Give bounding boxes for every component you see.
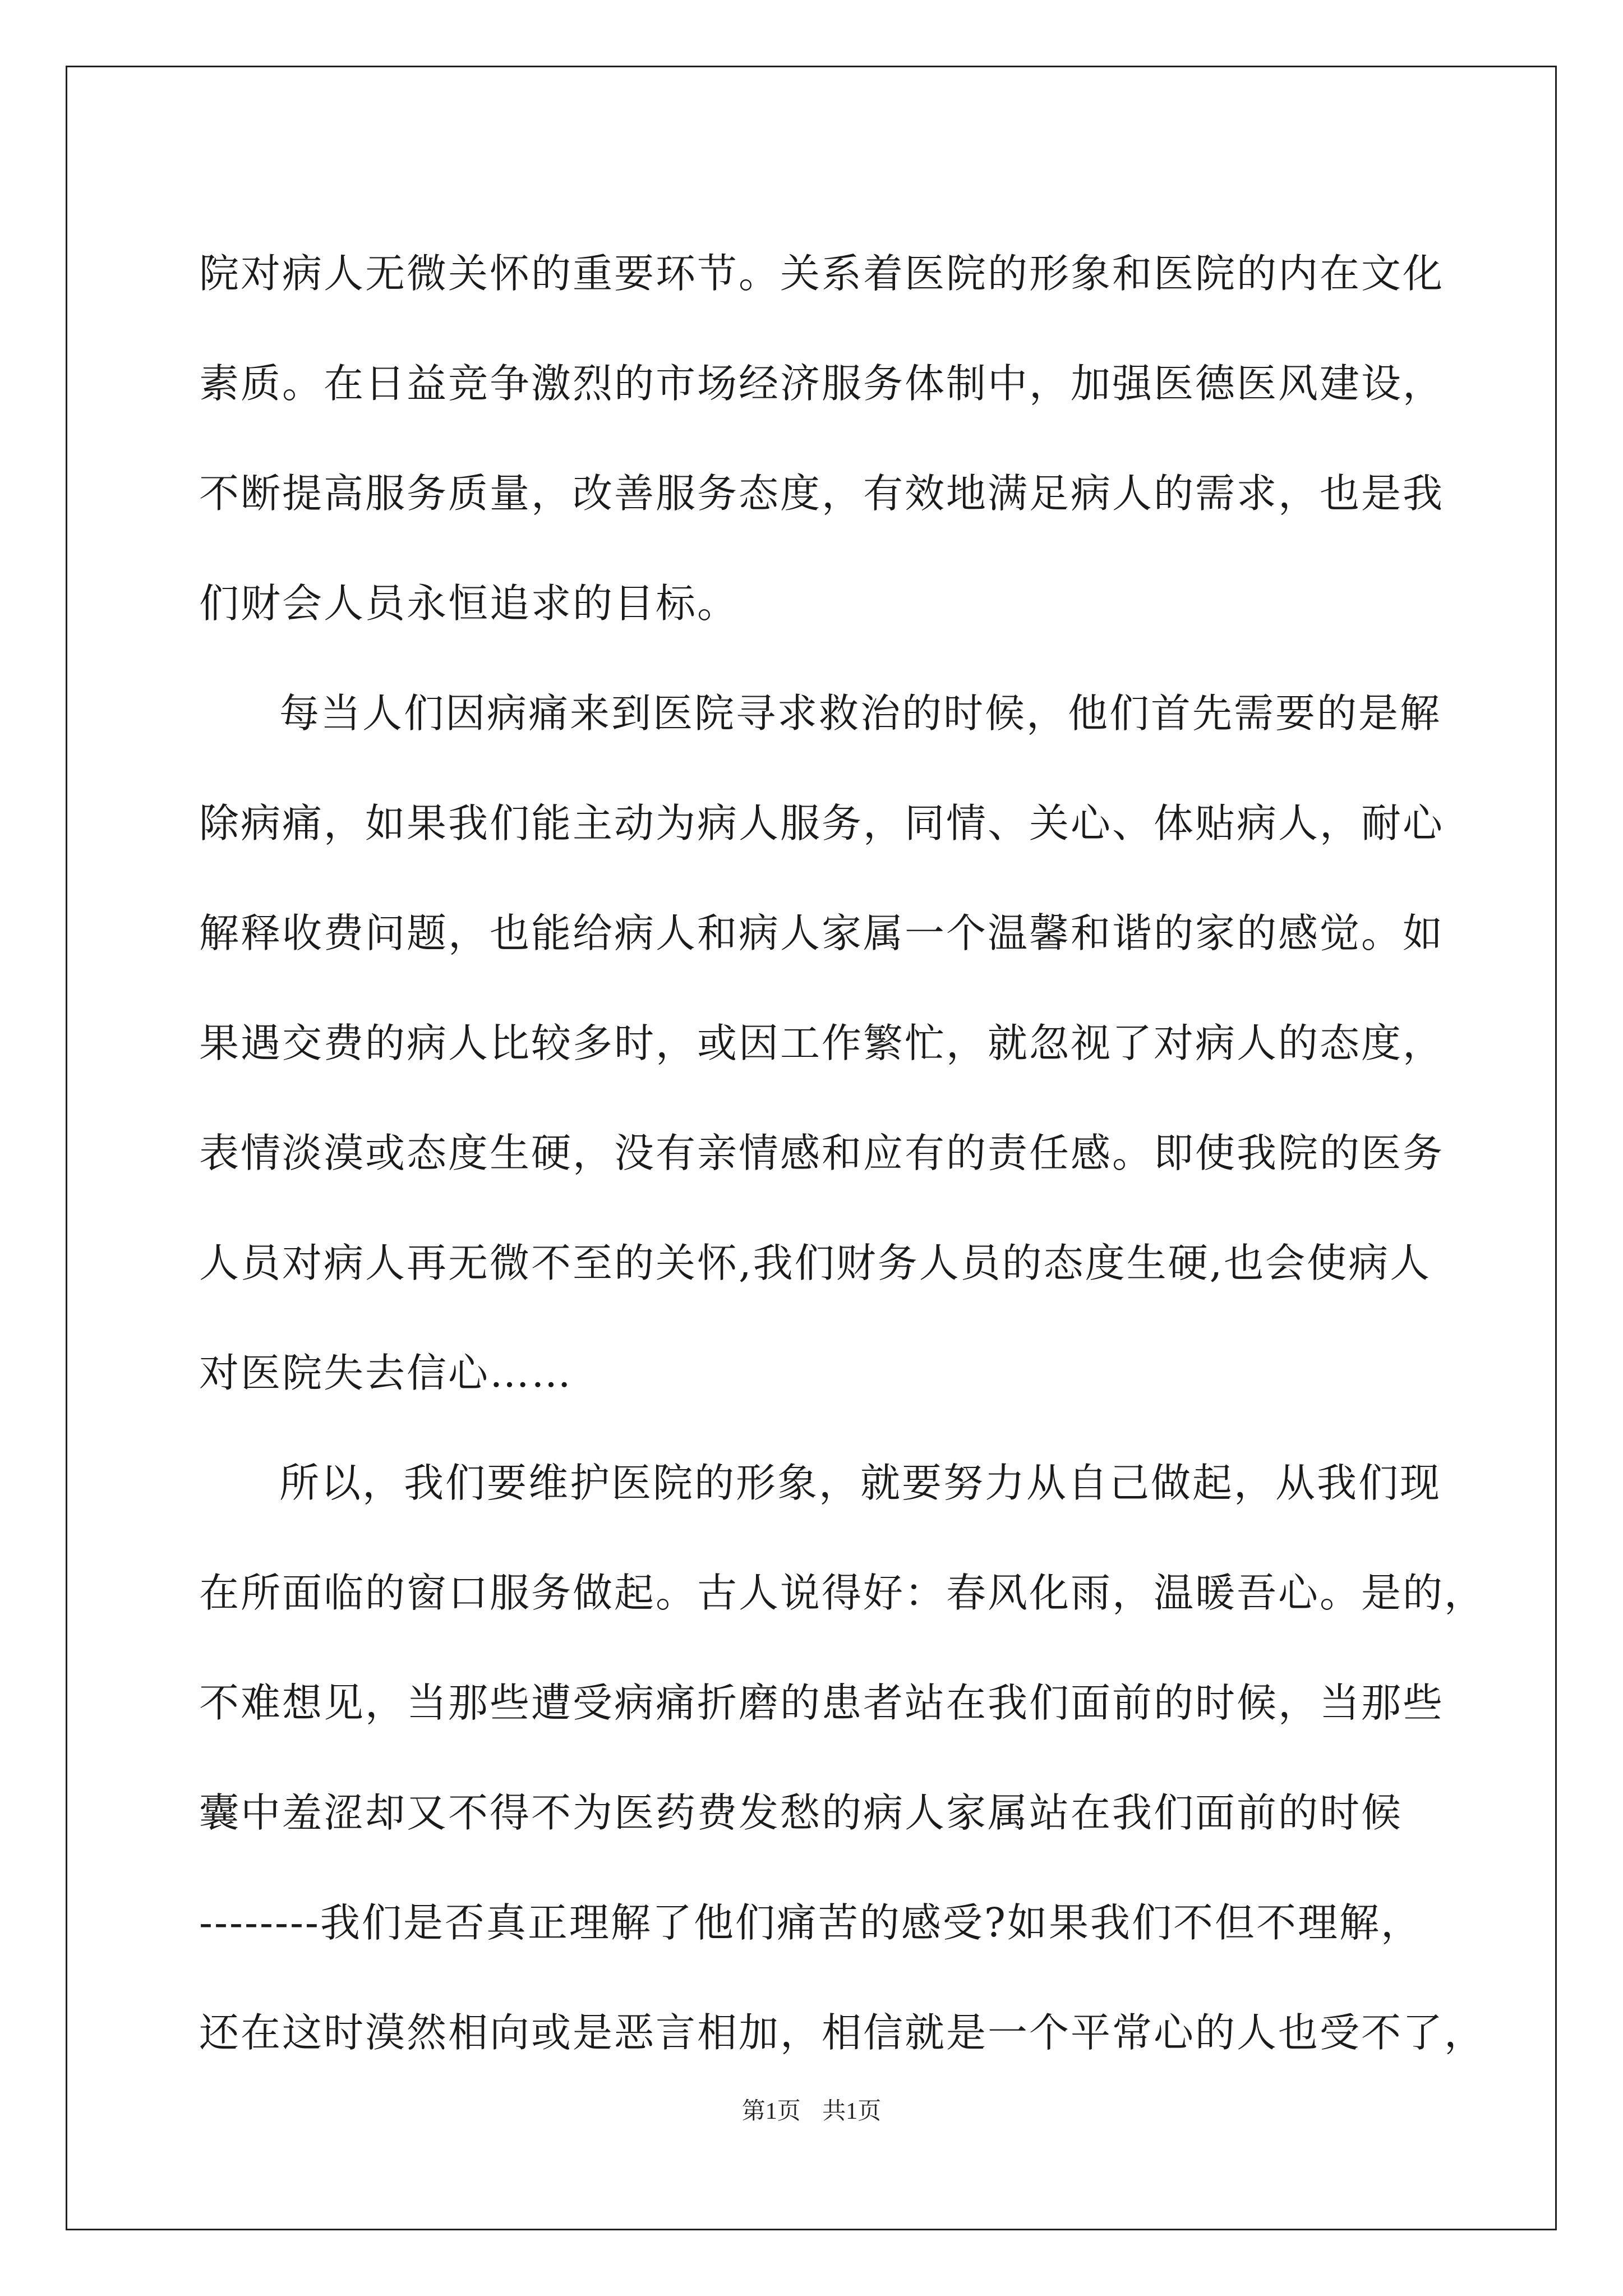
text-line: 除病痛，如果我们能主动为病人服务，同情、关心、体贴病人，耐心: [199, 800, 1445, 846]
paragraph-first-line: 所以，我们要维护医院的形象，就要努力从自己做起，从我们现: [279, 1460, 1442, 1506]
page-total: 共1页: [822, 2099, 882, 2124]
text-line: 果遇交费的病人比较多时，或因工作繁忙，就忽视了对病人的态度，: [199, 1020, 1445, 1066]
text-line: 不难想见，当那些遭受病痛折磨的患者站在我们面前的时候，当那些: [199, 1680, 1445, 1726]
text-line: 院对病人无微关怀的重要环节。关系着医院的形象和医院的内在文化: [199, 250, 1445, 297]
text-line: 对医院失去信心……: [199, 1350, 573, 1396]
text-line: 们财会人员永恒追求的目标。: [199, 580, 739, 627]
page-number: 第1页: [741, 2099, 801, 2124]
text-line: 在所面临的窗口服务做起。古人说得好：春风化雨，温暖吾心。是的，: [199, 1570, 1486, 1616]
text-line: 素质。在日益竞争激烈的市场经济服务体制中，加强医德医风建设，: [199, 360, 1445, 407]
text-line: 囊中羞涩却又不得不为医药费发愁的病人家属站在我们面前的时候: [199, 1789, 1403, 1836]
paragraph-first-line: 每当人们因病痛来到医院寻求救治的时候，他们首先需要的是解: [279, 690, 1442, 737]
page-footer: [0, 2095, 1623, 2128]
text-line: --------我们是否真正理解了他们痛苦的感受?如果我们不但不理解，: [199, 1899, 1422, 1946]
text-line: 不断提高服务质量，改善服务态度，有效地满足病人的需求，也是我: [199, 470, 1445, 517]
text-line: 还在这时漠然相向或是恶言相加，相信就是一个平常心的人也受不了，: [199, 2009, 1486, 2056]
text-line: 人员对病人再无微不至的关怀,我们财务人员的态度生硬,也会使病人: [199, 1240, 1432, 1286]
document-body: [199, 219, 1486, 2088]
text-line: 表情淡漠或态度生硬，没有亲情感和应有的责任感。即使我院的医务: [199, 1130, 1445, 1176]
text-line: 解释收费问题，也能给病人和病人家属一个温馨和谐的家的感觉。如: [199, 910, 1445, 956]
